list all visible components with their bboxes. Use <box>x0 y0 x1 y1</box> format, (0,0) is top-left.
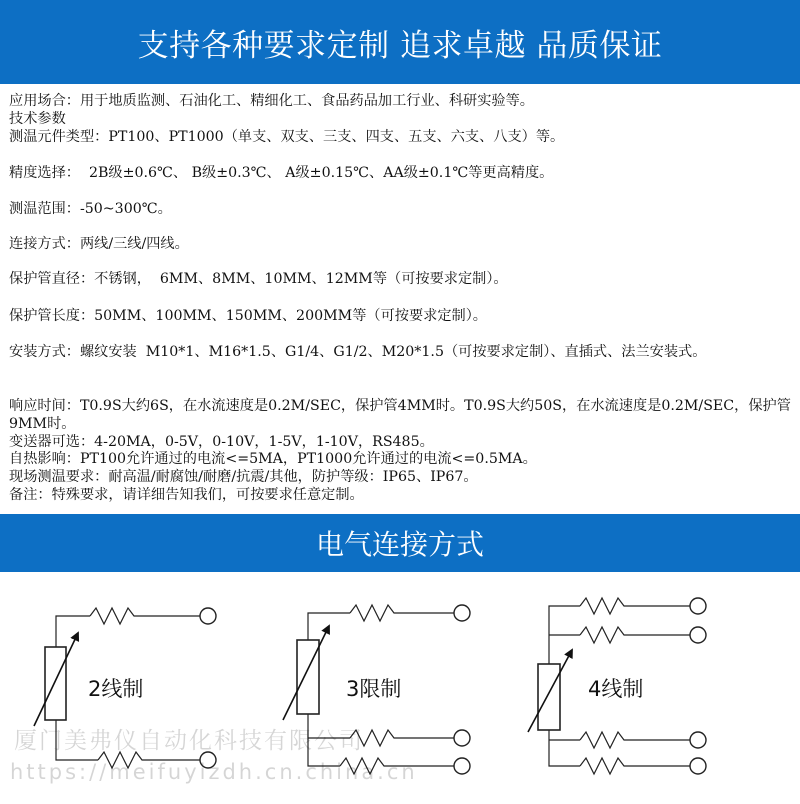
spec-transmitter: 变送器可选：4-20MA，0-5V，0-10V，1-5V，1-10V，RS485。 <box>9 434 434 450</box>
four-wire-terminal-3 <box>690 732 706 748</box>
spec-application: 应用场合：用于地质监测、石油化工、精细化工、食品药品加工行业、科研实验等。 <box>9 93 534 109</box>
four-wire-second-resistor <box>580 627 690 643</box>
four-wire-diagram <box>528 598 706 774</box>
spec-tech-params-heading: 技术参数 <box>9 111 66 127</box>
watermark-url: https://meifuyizdh.cn.china.cn <box>10 760 418 784</box>
four-wire-label: 4线制 <box>588 677 644 701</box>
four-wire-third-resistor <box>580 732 690 748</box>
two-wire-top-terminal <box>200 608 216 624</box>
wiring-diagrams <box>0 572 800 800</box>
three-wire-middle-resistor <box>350 730 454 746</box>
two-wire-top-resistor <box>90 608 200 624</box>
four-wire-terminal-1 <box>690 598 706 614</box>
four-wire-terminal-4 <box>690 758 706 774</box>
four-wire-terminal-2 <box>690 627 706 643</box>
spec-tube-length: 保护管长度：50MM、100MM、150MM、200MM等（可按要求定制）。 <box>9 308 487 324</box>
spec-element-type: 测温元件类型：PT100、PT1000（单支、双支、三支、四支、五支、六支、八支）等。 <box>9 129 565 145</box>
watermark-company: 厦门美弗仪自动化科技有限公司 <box>14 728 364 754</box>
three-wire-sensor-element <box>297 640 319 714</box>
four-wire-adjust-arrow <box>528 650 572 732</box>
two-wire-sensor-element <box>45 647 66 720</box>
spec-response-time: 响应时间：T0.9S大约6S，在水流速度是0.2M/SEC，保护管4MM时。T0.9S大约50S，在水流速度是0.2M/SEC，保护管9MM时。 <box>9 398 791 432</box>
four-wire-bottom-resistor <box>580 758 690 774</box>
spec-installation: 安装方式：螺纹安装 M10*1、M16*1.5、G1/4、G1/2、M20*1.5（可按要求定制）、直插式、法兰安装式。 <box>9 344 707 360</box>
two-wire-label: 2线制 <box>88 677 144 701</box>
spec-remarks: 备注：特殊要求，请详细告知我们，可按要求任意定制。 <box>9 487 364 503</box>
spec-self-heating: 自热影响：PT100允许通过的电流<=5MA，PT1000允许通过的电流<=0.5MA。 <box>9 451 537 467</box>
three-wire-bottom-terminal <box>454 758 470 774</box>
four-wire-bottom-lead <box>549 730 580 766</box>
spec-connection: 连接方式：两线/三线/四线。 <box>9 236 189 252</box>
three-wire-top-terminal <box>454 605 470 621</box>
spec-accuracy: 精度选择： 2B级±0.6℃、 B级±0.3℃、 A级±0.15℃、AA级±0.1℃等更高精度。 <box>9 165 554 181</box>
spec-tube-diameter: 保护管直径：不锈钢， 6MM、8MM、10MM、12MM等（可按要求定制）。 <box>9 271 508 287</box>
three-wire-top-resistor <box>350 605 454 621</box>
four-wire-sensor-element <box>538 664 560 730</box>
spec-temp-range: 测温范围：-50~300℃。 <box>9 201 172 217</box>
top-banner <box>0 0 800 84</box>
wiring-diagrams-svg <box>0 572 800 800</box>
four-wire-top-resistor <box>580 598 690 614</box>
three-wire-middle-terminal <box>454 730 470 746</box>
spec-field-requirements: 现场测温要求：耐高温/耐腐蚀/耐磨/抗震/其他，防护等级：IP65、IP67。 <box>9 469 478 485</box>
top-banner-title: 支持各种要求定制 追求卓越 品质保证 <box>137 27 663 64</box>
three-wire-label: 3限制 <box>346 677 402 701</box>
mid-banner-title: 电气连接方式 <box>315 528 484 561</box>
mid-banner <box>0 514 800 572</box>
